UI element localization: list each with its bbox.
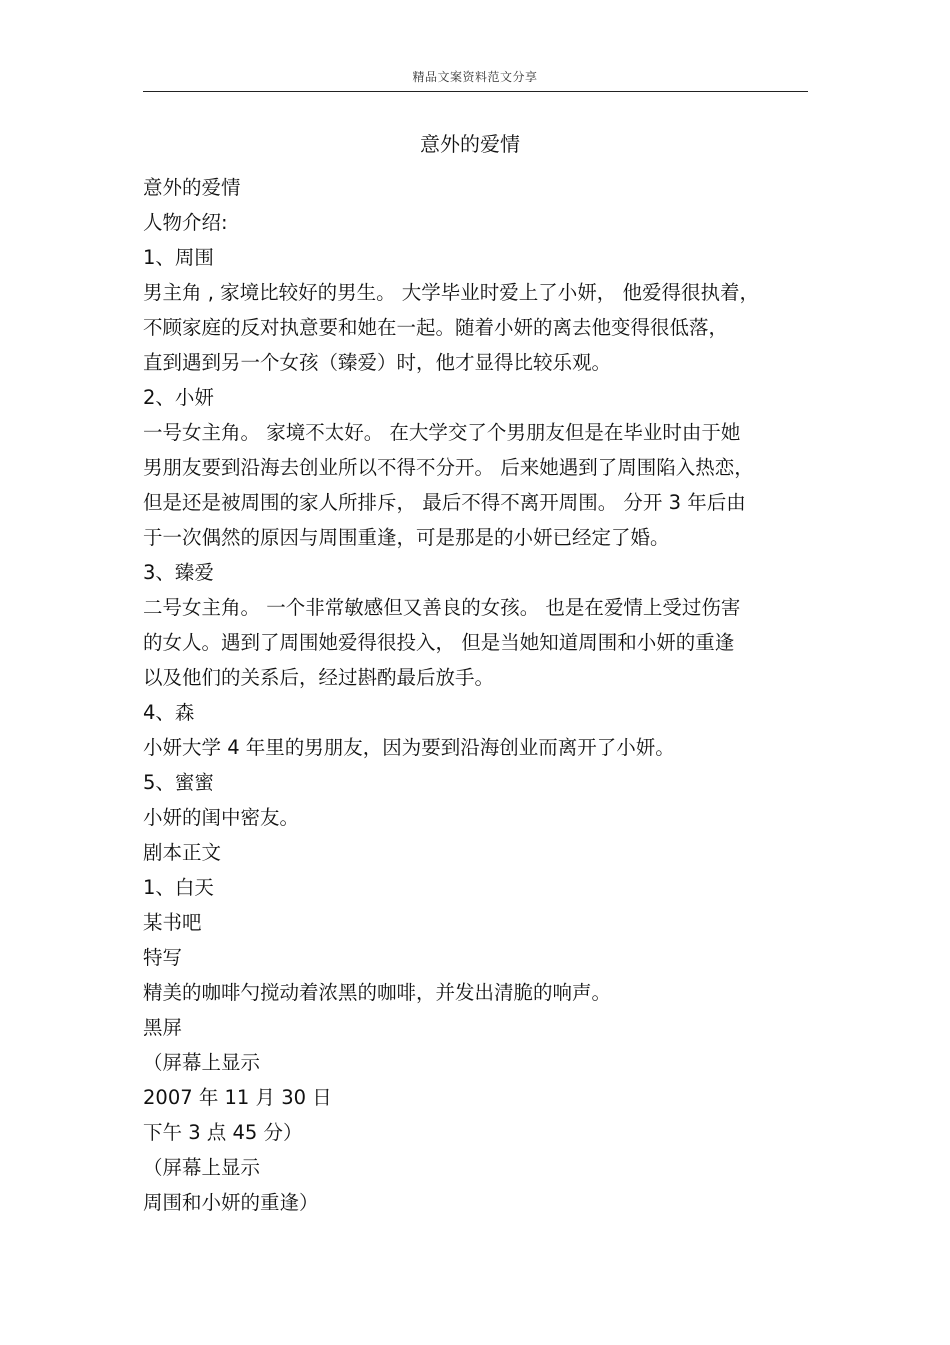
text-line: 直到遇到另一个女孩（臻爱）时，他才显得比较乐观。 bbox=[143, 351, 612, 374]
text-line: 黑屏 bbox=[143, 1016, 183, 1039]
text-line: 2007 年 11 月 30 日 bbox=[143, 1086, 332, 1109]
page-header: 精品文案资料范文分享 bbox=[412, 70, 538, 84]
text-line: 的女人。遇到了周围她爱得很投入， 但是当她知道周围和小妍的重逢 bbox=[143, 631, 735, 654]
text-line: 人物介绍: bbox=[143, 211, 228, 234]
text-line: 二号女主角。 一个非常敏感但又善良的女孩。 也是在爱情上受过伤害 bbox=[143, 596, 741, 619]
text-line: 但是还是被周围的家人所排斥， 最后不得不离开周围。 分开 3 年后由 bbox=[143, 491, 746, 514]
header-divider bbox=[143, 91, 808, 92]
text-line: 5、蜜蜜 bbox=[143, 771, 214, 794]
text-line: 1、白天 bbox=[143, 876, 214, 899]
text-line: 4、森 bbox=[143, 701, 195, 724]
text-line: 小妍大学 4 年里的男朋友，因为要到沿海创业而离开了小妍。 bbox=[143, 736, 675, 759]
text-line: 剧本正文 bbox=[143, 841, 222, 864]
text-line: 不顾家庭的反对执意要和她在一起。随着小妍的离去他变得很低落， bbox=[143, 316, 729, 339]
text-line: 男朋友要到沿海去创业所以不得不分开。 后来她遇到了周围陷入热恋， bbox=[143, 456, 754, 479]
text-line: （屏幕上显示 bbox=[143, 1156, 261, 1179]
text-line: 特写 bbox=[143, 946, 183, 969]
text-line: 2、小妍 bbox=[143, 386, 214, 409]
text-line: 精美的咖啡勺搅动着浓黑的咖啡，并发出清脆的响声。 bbox=[143, 981, 612, 1004]
text-line: 意外的爱情 bbox=[143, 176, 241, 199]
document-body bbox=[143, 170, 808, 1220]
text-line: 一号女主角。 家境不太好。 在大学交了个男朋友但是在毕业时由于她 bbox=[143, 421, 741, 444]
text-line: （屏幕上显示 bbox=[143, 1051, 261, 1074]
text-line: 3、臻爱 bbox=[143, 561, 214, 584]
text-line: 于一次偶然的原因与周围重逢，可是那是的小妍已经定了婚。 bbox=[143, 526, 670, 549]
text-line: 以及他们的关系后，经过斟酌最后放手。 bbox=[143, 666, 495, 689]
text-line: 下午 3 点 45 分） bbox=[143, 1121, 303, 1144]
text-line: 男主角 , 家境比较好的男生。 大学毕业时爱上了小妍， 他爱得很执着， bbox=[143, 281, 759, 304]
text-line: 小妍的闺中密友。 bbox=[143, 806, 300, 829]
document-title: 意外的爱情 bbox=[420, 132, 520, 156]
text-line: 某书吧 bbox=[143, 911, 202, 934]
text-line: 1、周围 bbox=[143, 246, 214, 269]
text-line: 周围和小妍的重逢） bbox=[143, 1191, 319, 1214]
